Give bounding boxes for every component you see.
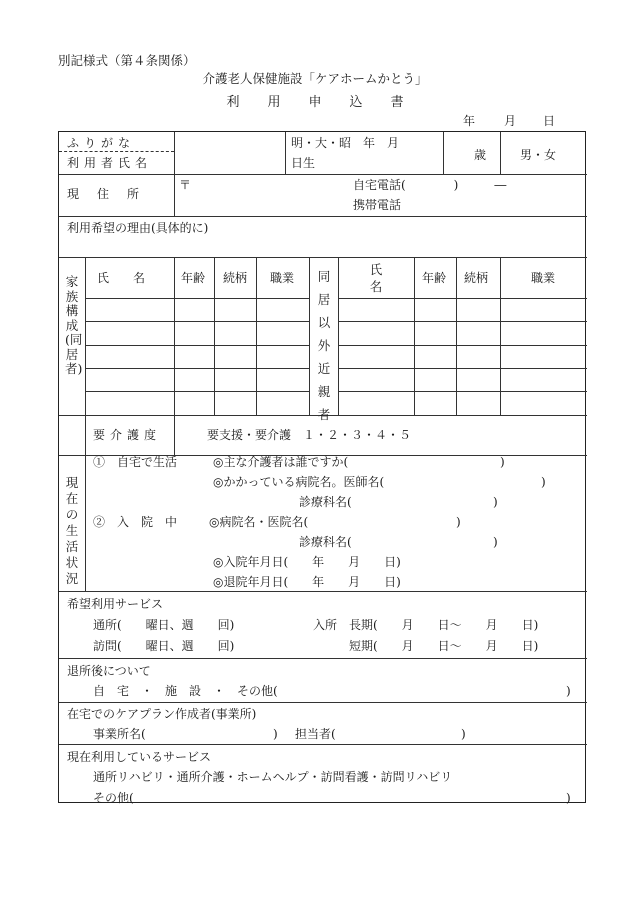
family-col-relation: 続柄 <box>223 271 248 285</box>
current-service-label: 現在利用しているサービス <box>67 750 212 764</box>
date-year[interactable]: 年 <box>463 114 476 128</box>
admission-date-field[interactable]: ◎入院年月日( 年 月 日) <box>213 555 401 569</box>
life-status-side-label: 現在の生活状況 <box>65 475 79 586</box>
family-col-age: 年齢 <box>181 271 206 285</box>
relatives-col-name: 氏 名 <box>369 262 408 294</box>
relatives-side-label: 同居以外近親者 <box>317 269 331 422</box>
relatives-col-job: 職業 <box>531 271 556 285</box>
visit-service-field[interactable]: 訪問( 曜日、週 回) <box>93 639 235 653</box>
long-stay-field[interactable]: 長期( 月 日～ 月 日) <box>349 618 539 632</box>
row-divider <box>85 298 309 299</box>
hospital-name-close: ) <box>456 515 461 529</box>
relatives-col-relation: 続柄 <box>464 271 489 285</box>
form-number-label: 別記様式（第４条関係） <box>58 53 196 68</box>
after-discharge-label: 退所後について <box>67 664 151 678</box>
row-divider <box>85 321 309 322</box>
row-divider <box>59 216 587 217</box>
person-in-charge-close: ) <box>461 727 466 741</box>
grid-line <box>174 132 175 174</box>
row-divider <box>338 321 587 322</box>
current-service-other[interactable]: その他( <box>93 791 134 805</box>
care-level-label: 要介護度 <box>93 428 162 442</box>
row-divider <box>338 298 587 299</box>
row-divider <box>59 702 587 703</box>
row-divider <box>85 368 309 369</box>
department-close-2: ) <box>493 535 498 549</box>
family-col-name: 氏 名 <box>97 271 146 285</box>
sex-select[interactable]: 男・女 <box>520 148 557 162</box>
furigana-input[interactable] <box>176 136 283 172</box>
application-form <box>58 131 586 803</box>
stay-label: 入所 <box>313 618 338 632</box>
after-discharge-close: ) <box>566 684 571 698</box>
department-field-1[interactable]: 診療科名( <box>299 495 352 509</box>
care-plan-label: 在宅でのケアプラン作成者(事業所) <box>67 707 257 721</box>
furigana-label: ふりがな <box>67 136 136 150</box>
row-divider <box>59 591 587 592</box>
hospital-doctor-field[interactable]: ◎かかっている病院名。医師名( <box>213 475 385 489</box>
caregiver-close: ) <box>500 455 505 469</box>
birth-era-label[interactable]: 明・大・昭 年 月 <box>291 136 400 150</box>
row-divider <box>85 345 309 346</box>
grid-line <box>174 415 175 455</box>
care-level-select[interactable]: 要支援・要介護 １・２・３・４・５ <box>207 428 412 442</box>
row-divider <box>85 391 309 392</box>
user-name-label: 利用者氏名 <box>67 156 153 170</box>
after-discharge-options[interactable]: 自 宅 ・ 施 設 ・ その他( <box>93 684 278 698</box>
short-stay-field[interactable]: 短期( 月 日～ 月 日) <box>349 639 539 653</box>
current-service-list[interactable]: 通所リハビリ・通所介護・ホームヘルプ・訪問看護・訪問リハビリ <box>93 770 453 784</box>
grid-line <box>443 132 444 174</box>
row-divider <box>59 174 587 175</box>
address-label: 現住所 <box>67 187 158 201</box>
row-divider <box>59 658 587 659</box>
grid-line <box>500 132 501 174</box>
facility-title: 介護老人保健施設「ケアホームかとう」 <box>202 71 428 86</box>
option-home[interactable]: ① 自宅で生活 <box>93 455 178 469</box>
row-divider <box>338 345 587 346</box>
row-divider <box>59 744 587 745</box>
department-field-2[interactable]: 診療科名( <box>299 535 352 549</box>
day-service-field[interactable]: 通所( 曜日、週 回) <box>93 618 235 632</box>
date-day[interactable]: 日 <box>543 114 556 128</box>
option-inpatient[interactable]: ② 入 院 中 <box>93 515 178 529</box>
form-title: 利用申込書 <box>226 95 432 110</box>
family-side-label: 家族構成(同居者) <box>65 274 83 376</box>
grid-line <box>285 132 286 174</box>
birth-suffix-label: 日生 <box>291 156 316 170</box>
hospital-name-field[interactable]: ◎病院名・医院名( <box>209 515 309 529</box>
grid-line <box>309 257 310 415</box>
postal-mark[interactable]: 〒 <box>179 178 192 192</box>
home-phone-field[interactable]: 自宅電話( ) ― <box>353 178 507 192</box>
grid-line <box>85 257 86 455</box>
person-in-charge-field[interactable]: 担当者( <box>295 727 336 741</box>
row-divider <box>59 257 587 258</box>
reason-label: 利用希望の理由(具体的に) <box>67 221 209 235</box>
desired-service-label: 希望利用サービス <box>67 597 164 611</box>
department-close-1: ) <box>493 495 498 509</box>
current-service-close: ) <box>566 791 571 805</box>
grid-line <box>174 174 175 216</box>
grid-line <box>85 455 86 591</box>
discharge-date-field[interactable]: ◎退院年月日( 年 月 日) <box>213 575 401 589</box>
furigana-divider <box>59 151 174 152</box>
office-name-close: ) <box>273 727 278 741</box>
caregiver-field[interactable]: ◎主な介護者は誰ですか( <box>213 455 349 469</box>
mobile-phone-field[interactable]: 携帯電話 <box>353 198 402 212</box>
row-divider <box>338 391 587 392</box>
relatives-col-age: 年齢 <box>422 271 447 285</box>
office-name-field[interactable]: 事業所名( <box>93 727 146 741</box>
date-month[interactable]: 月 <box>504 114 517 128</box>
family-col-job: 職業 <box>270 271 295 285</box>
age-label[interactable]: 歳 <box>474 148 487 162</box>
hospital-doctor-close: ) <box>541 475 546 489</box>
row-divider <box>338 368 587 369</box>
